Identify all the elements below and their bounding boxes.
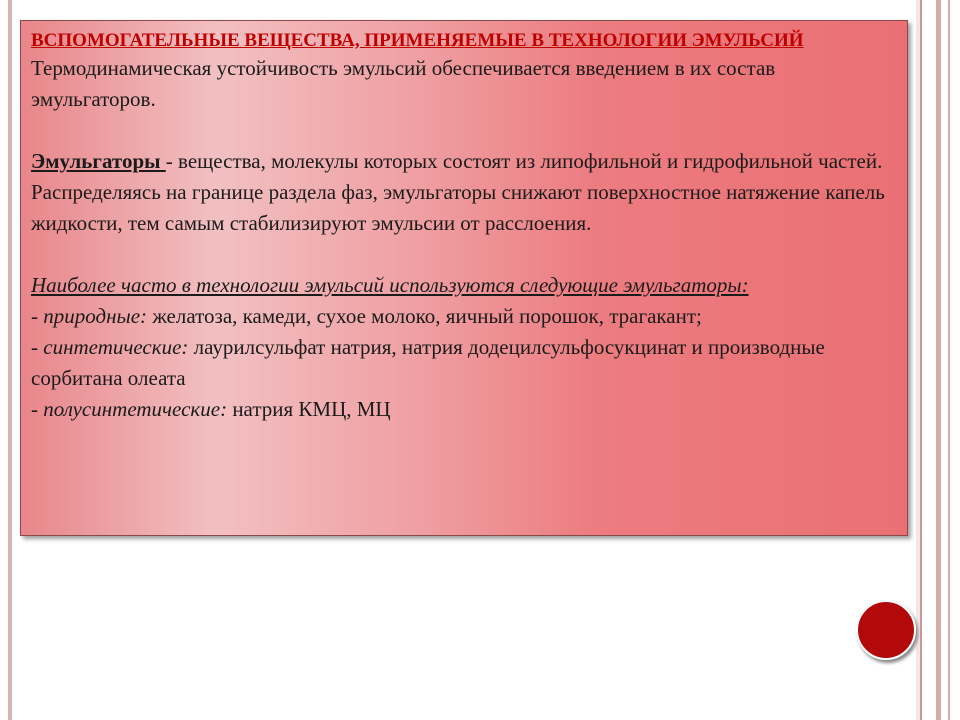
definition-term: Эмульгаторы [31, 149, 166, 173]
list-item-dash: - [31, 397, 44, 421]
frame-line [948, 0, 950, 720]
list-item-text: натрия КМЦ, МЦ [227, 397, 391, 421]
frame-line [936, 0, 941, 720]
list-item [31, 332, 897, 394]
list-item-label: синтетические: [43, 335, 189, 359]
list-intro: Наиболее часто в технологии эмульсий используются следующие эмульгаторы: [31, 273, 749, 297]
spacer [31, 239, 897, 270]
list-item-dash: - [31, 335, 44, 359]
spacer [31, 115, 897, 146]
slide-heading: ВСПОМОГАТЕЛЬНЫЕ ВЕЩЕСТВА, ПРИМЕНЯЕМЫЕ В ТЕХНОЛОГИИ ЭМУЛЬСИЙ [31, 30, 804, 51]
slide-frame-left [8, 0, 12, 720]
content-box [20, 20, 908, 536]
list-item-label: полусинтетические: [43, 397, 228, 421]
list-item-text: лаурилсульфат натрия, натрия додецилсульфосукцинат и производные сорбитана олеата [31, 335, 825, 390]
intro-paragraph: Термодинамическая устойчивость эмульсий обеспечивается введением в их состав эмульгаторов. [31, 56, 776, 111]
definition-text: - вещества, молекулы которых состоят из липофильной и гидрофильной частей. Распределяясь на границе раздела фаз, эмульгаторы снижают поверхностное натяжение капель жидкости, тем самым стабилизируют эмульсии от расслоения. [31, 149, 885, 235]
list-item [31, 301, 897, 332]
decorative-circle-icon [856, 600, 916, 660]
frame-line [920, 0, 922, 720]
list-item-label: природные: [43, 304, 148, 328]
list-item-dash: - [31, 304, 44, 328]
list-item-text: желатоза, камеди, сухое молоко, яичный порошок, трагакант; [147, 304, 702, 328]
list-item [31, 394, 897, 425]
definition-paragraph [31, 146, 897, 239]
